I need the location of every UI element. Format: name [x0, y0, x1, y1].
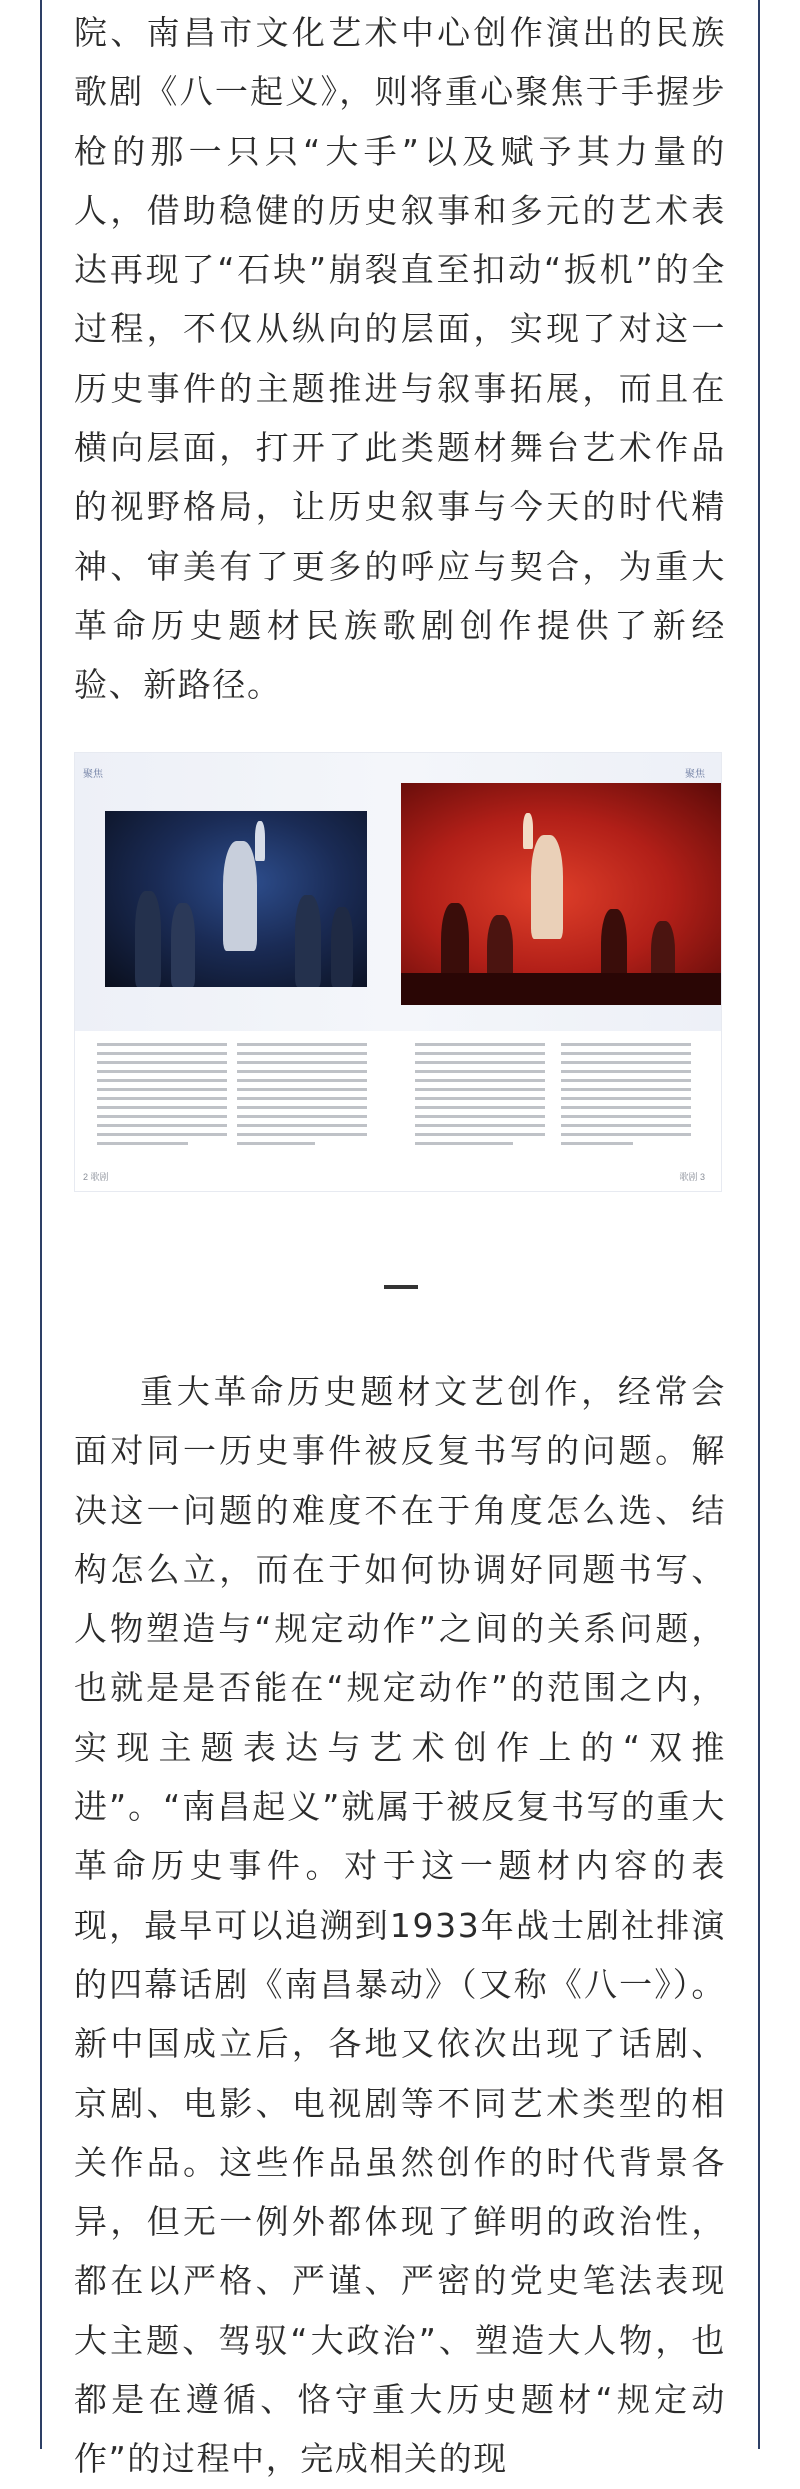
spread-text-column-1: [97, 1043, 227, 1151]
magazine-spread-image: [74, 752, 722, 1192]
article-top: [74, 0, 726, 715]
right-page-tag: 聚焦: [685, 769, 705, 780]
spread-text-column-4: [561, 1043, 691, 1151]
left-page-footer: 2 歌剧: [83, 1172, 109, 1182]
spread-text-column-3: [415, 1043, 545, 1151]
stage-photo-red: [401, 783, 722, 1005]
right-border-line: [758, 0, 760, 2449]
spread-text-column-2: [237, 1043, 367, 1151]
left-page-tag: 聚焦: [83, 769, 103, 780]
article-paragraph: 重大革命历史题材文艺创作，经常会面对同一历史事件被反复书写的问题。解决这一问题的难度不在于角度怎么选、结构怎么立，而在于如何协调好同题书写、人物塑造与“规定动作”之间的关系问题，也就是是否能在“规定动作”的范围之内，实现主题表达与艺术创作上的“双推进”。“南昌起义”就属于被反复书写的重大革命历史事件。对于这一题材内容的表现，最早可以追溯到1933年战士剧社排演的四幕话剧《南昌暴动》（又称《八一》）。新中国成立后，各地又依次出现了话剧、京剧、电影、电视剧等不同艺术类型的相关作品。这些作品虽然创作的时代背景各异，但无一例外都体现了鲜明的政治性，都在以严格、严谨、严密的党史笔法表现大主题、驾驭“大政治”、塑造大人物，也都是在遵循、恪守重大历史题材“规定动作”的过程中，完成相关的现: [74, 1372, 726, 2479]
stage-photo-blue: [105, 811, 367, 987]
right-page-footer: 歌剧 3: [679, 1172, 705, 1182]
section-marker: [384, 1285, 418, 1289]
article-bottom: [74, 1362, 726, 2489]
left-border-line: [40, 0, 42, 2449]
article-paragraph: 院、南昌市文化艺术中心创作演出的民族歌剧《八一起义》，则将重心聚焦于手握步枪的那一只只“大手”以及赋予其力量的人，借助稳健的历史叙事和多元的艺术表达再现了“石块”崩裂直至扣动“扳机”的全过程，不仅从纵向的层面，实现了对这一历史事件的主题推进与叙事拓展，而且在横向层面，打开了此类题材舞台艺术作品的视野格局，让历史叙事与今天的时代精神、审美有了更多的呼应与契合，为重大革命历史题材民族歌剧创作提供了新经验、新路径。: [74, 13, 726, 705]
